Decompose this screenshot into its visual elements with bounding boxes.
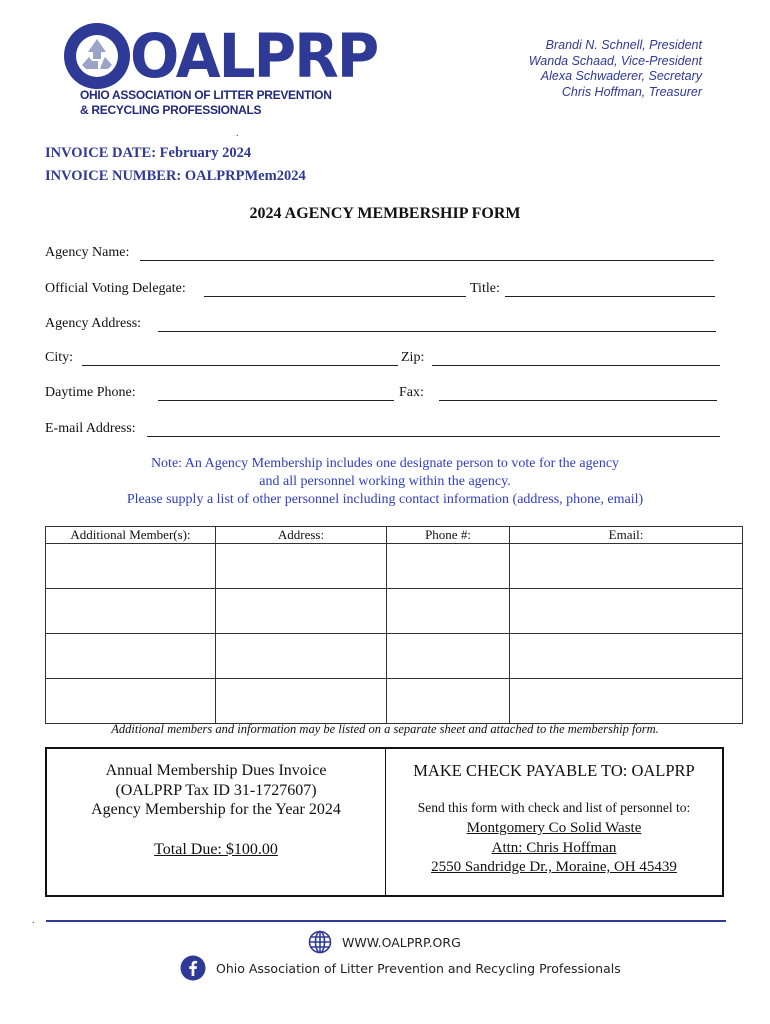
additional-members-note: Additional members and information may be listed on a separate sheet and attached to the membership form. bbox=[111, 722, 659, 736]
additional-members-table bbox=[45, 526, 743, 724]
member-cell[interactable] bbox=[46, 544, 216, 589]
address-cell[interactable] bbox=[216, 634, 387, 679]
logo-wordmark: OALPRP bbox=[130, 20, 378, 92]
facebook-page-name[interactable]: Ohio Association of Litter Prevention and Recycling Professionals bbox=[216, 960, 621, 976]
col-header-address: Address: bbox=[216, 527, 387, 544]
member-cell[interactable] bbox=[46, 634, 216, 679]
logo-subtitle-line-1: OHIO ASSOCIATION OF LITTER PREVENTION bbox=[80, 88, 332, 102]
total-due: Total Due: $100.00 bbox=[154, 840, 278, 858]
check-payable: MAKE CHECK PAYABLE TO: OALPRP bbox=[413, 761, 695, 780]
dues-line-2: (OALPRP Tax ID 31-1727607) bbox=[115, 781, 317, 799]
facebook-icon bbox=[180, 955, 206, 981]
note-line-3: Please supply a list of other personnel including contact information (address, phone, email) bbox=[126, 492, 644, 507]
dues-invoice-panel bbox=[47, 749, 386, 895]
form-title: 2024 AGENCY MEMBERSHIP FORM bbox=[249, 205, 521, 222]
phone-cell[interactable] bbox=[387, 679, 510, 724]
col-header-member: Additional Member(s): bbox=[46, 527, 216, 544]
officer-vice-president: Wanda Schaad, Vice-President bbox=[528, 53, 702, 68]
phone-cell[interactable] bbox=[387, 589, 510, 634]
daytime-phone-label: Daytime Phone: bbox=[45, 385, 136, 400]
footer-facebook[interactable] bbox=[180, 955, 621, 981]
daytime-phone-input[interactable] bbox=[158, 400, 394, 401]
voting-delegate-label: Official Voting Delegate: bbox=[45, 281, 186, 296]
title-label: Title: bbox=[470, 281, 500, 296]
footer-website[interactable] bbox=[308, 930, 461, 954]
payment-panel bbox=[386, 749, 722, 895]
dues-line-3: Agency Membership for the Year 2024 bbox=[91, 801, 341, 818]
stray-dot: . bbox=[236, 128, 239, 139]
address-cell[interactable] bbox=[216, 679, 387, 724]
member-cell[interactable] bbox=[46, 589, 216, 634]
mailing-address bbox=[386, 819, 722, 878]
stray-dot: . bbox=[32, 915, 35, 926]
email-cell[interactable] bbox=[510, 589, 743, 634]
note-line-1: Note: An Agency Membership includes one designate person to vote for the agency bbox=[150, 456, 620, 471]
email-cell[interactable] bbox=[510, 544, 743, 589]
table-header-row bbox=[46, 527, 743, 544]
address-line-3: 2550 Sandridge Dr., Moraine, OH 45439 bbox=[431, 859, 677, 875]
email-label: E-mail Address: bbox=[45, 421, 136, 436]
dues-line-1: Annual Membership Dues Invoice bbox=[105, 762, 327, 779]
title-input[interactable] bbox=[505, 296, 715, 297]
zip-input[interactable] bbox=[432, 365, 720, 366]
table-row bbox=[46, 679, 743, 724]
address-line-1: Montgomery Co Solid Waste bbox=[466, 820, 642, 836]
address-cell[interactable] bbox=[216, 589, 387, 634]
city-input[interactable] bbox=[82, 365, 398, 366]
officer-treasurer: Chris Hoffman, Treasurer bbox=[561, 84, 702, 99]
email-cell[interactable] bbox=[510, 634, 743, 679]
recycle-logo-icon bbox=[62, 21, 132, 91]
member-cell[interactable] bbox=[46, 679, 216, 724]
email-input[interactable] bbox=[147, 436, 720, 437]
city-label: City: bbox=[45, 350, 74, 365]
agency-address-input[interactable] bbox=[158, 331, 716, 332]
table-row bbox=[46, 589, 743, 634]
dues-payment-box bbox=[45, 747, 724, 897]
col-header-email: Email: bbox=[510, 527, 743, 544]
globe-icon bbox=[308, 930, 332, 954]
note-line-2: and all personnel working within the agency. bbox=[259, 474, 511, 489]
website-url[interactable]: WWW.OALPRP.ORG bbox=[342, 934, 461, 950]
email-cell[interactable] bbox=[510, 679, 743, 724]
voting-delegate-input[interactable] bbox=[204, 296, 466, 297]
address-line-2: Attn: Chris Hoffman bbox=[491, 839, 617, 856]
agency-name-label: Agency Name: bbox=[45, 245, 130, 260]
footer-divider bbox=[46, 920, 726, 922]
officer-secretary: Alexa Schwaderer, Secretary bbox=[540, 69, 702, 83]
officer-president: Brandi N. Schnell, President bbox=[545, 38, 702, 52]
oalprp-logo bbox=[62, 20, 378, 120]
zip-label: Zip: bbox=[401, 350, 425, 365]
membership-note bbox=[0, 455, 770, 509]
table-row bbox=[46, 634, 743, 679]
logo-subtitle-line-2: & RECYCLING PROFESSIONALS bbox=[80, 103, 262, 117]
agency-address-label: Agency Address: bbox=[45, 316, 142, 331]
agency-name-input[interactable] bbox=[140, 260, 714, 261]
address-cell[interactable] bbox=[216, 544, 387, 589]
table-row bbox=[46, 544, 743, 589]
officers-list bbox=[529, 38, 702, 100]
fax-input[interactable] bbox=[439, 400, 717, 401]
phone-cell[interactable] bbox=[387, 544, 510, 589]
col-header-phone: Phone #: bbox=[387, 527, 510, 544]
invoice-date: INVOICE DATE: February 2024 bbox=[45, 145, 252, 161]
send-to-instruction: Send this form with check and list of personnel to: bbox=[417, 800, 691, 815]
fax-label: Fax: bbox=[399, 385, 424, 400]
phone-cell[interactable] bbox=[387, 634, 510, 679]
invoice-number: INVOICE NUMBER: OALPRPMem2024 bbox=[45, 168, 306, 184]
